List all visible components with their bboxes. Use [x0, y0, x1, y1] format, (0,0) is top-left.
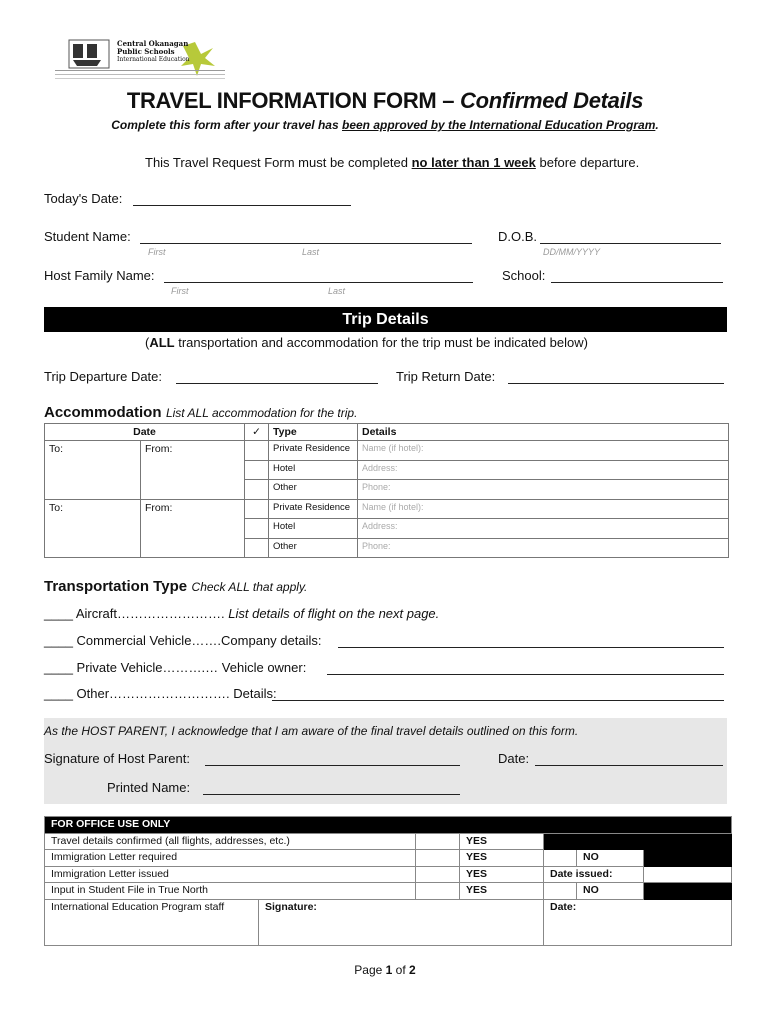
- office-check-cell[interactable]: [416, 850, 460, 867]
- type-cell: Other: [269, 538, 358, 558]
- other-details-field[interactable]: [272, 700, 724, 701]
- host-signature-field[interactable]: [205, 765, 460, 766]
- student-first-hint: First: [148, 247, 166, 257]
- col-type: Type: [269, 424, 358, 441]
- check-cell[interactable]: [245, 480, 269, 500]
- office-row-label: Immigration Letter issued: [45, 866, 416, 883]
- logo-text-1: Central Okanagan: [117, 39, 189, 48]
- office-row-label: Input in Student File in True North: [45, 883, 416, 900]
- check-cell[interactable]: [245, 441, 269, 461]
- no-label: NO: [577, 850, 644, 867]
- school-field[interactable]: [551, 282, 723, 283]
- type-cell: Private Residence: [269, 441, 358, 461]
- commercial-vehicle-option[interactable]: ____ Commercial Vehicle…….Company details:: [44, 633, 322, 648]
- office-check-cell[interactable]: [544, 850, 577, 867]
- todays-date-field[interactable]: [133, 205, 351, 206]
- host-date-field[interactable]: [535, 765, 723, 766]
- type-cell: Hotel: [269, 519, 358, 539]
- school-district-logo: [55, 36, 225, 84]
- office-check-cell[interactable]: [416, 833, 460, 850]
- departure-date-label: Trip Departure Date:: [44, 369, 163, 384]
- student-name-label: Student Name:: [44, 229, 131, 244]
- check-cell[interactable]: [245, 460, 269, 480]
- accommodation-row: [45, 441, 729, 461]
- other-option[interactable]: ____ Other………………………. Details:: [44, 686, 277, 701]
- no-label: NO: [577, 883, 644, 900]
- office-row-label: Immigration Letter required: [45, 850, 416, 867]
- trip-note: (ALL transportation and accommodation for the trip must be indicated below): [145, 335, 588, 350]
- office-row: [45, 883, 732, 900]
- student-last-hint: Last: [302, 247, 320, 257]
- yes-label: YES: [460, 866, 544, 883]
- student-name-field[interactable]: [140, 243, 472, 244]
- private-vehicle-option[interactable]: ____ Private Vehicle……….… Vehicle owner:: [44, 660, 307, 675]
- deadline-notice: This Travel Request Form must be completed no later than 1 week before departure.: [145, 155, 640, 170]
- details-cell[interactable]: Name (if hotel):: [358, 499, 729, 519]
- yes-label: YES: [460, 833, 544, 850]
- accommodation-row: [45, 499, 729, 519]
- page-title: TRAVEL INFORMATION FORM – Confirmed Details: [126, 88, 644, 113]
- host-statement: As the HOST PARENT, I acknowledge that I am aware of the final travel details outlined on this form.: [44, 724, 579, 738]
- logo-text-2: Public Schools: [117, 47, 175, 56]
- office-check-cell[interactable]: [416, 883, 460, 900]
- check-cell[interactable]: [245, 519, 269, 539]
- host-first-hint: First: [171, 286, 189, 296]
- printed-name-field[interactable]: [203, 794, 460, 795]
- type-cell: Private Residence: [269, 499, 358, 519]
- host-signature-label: Signature of Host Parent:: [44, 751, 190, 766]
- company-details-field[interactable]: [338, 647, 724, 648]
- aircraft-option[interactable]: ____ Aircraft……………………. List details of flight on the next page.: [44, 606, 440, 621]
- office-row-label: Travel details confirmed (all flights, addresses, etc.): [45, 833, 416, 850]
- yes-label: YES: [460, 883, 544, 900]
- todays-date-label: Today's Date:: [44, 191, 123, 206]
- details-cell[interactable]: Address:: [358, 460, 729, 480]
- office-use-table: [44, 816, 732, 946]
- office-row: [45, 850, 732, 867]
- vehicle-owner-field[interactable]: [327, 674, 724, 675]
- dob-label: D.O.B.: [498, 229, 538, 244]
- type-cell: Hotel: [269, 460, 358, 480]
- office-check-cell[interactable]: [416, 866, 460, 883]
- staff-date-field[interactable]: Date:: [544, 899, 732, 945]
- return-date-field[interactable]: [508, 383, 724, 384]
- printed-name-label: Printed Name:: [107, 780, 191, 795]
- office-staff-row: [45, 899, 732, 945]
- host-family-field[interactable]: [164, 282, 473, 283]
- accommodation-header-row: [45, 424, 729, 441]
- page-number: Page 1 of 2: [354, 963, 416, 977]
- to-cell[interactable]: To:: [45, 441, 141, 500]
- office-check-cell[interactable]: [544, 883, 577, 900]
- office-row: [45, 833, 732, 850]
- details-cell[interactable]: Address:: [358, 519, 729, 539]
- details-cell[interactable]: Name (if hotel):: [358, 441, 729, 461]
- transportation-heading: Transportation Type Check ALL that apply.: [44, 578, 308, 595]
- staff-signature-field[interactable]: Signature:: [259, 899, 544, 945]
- departure-date-field[interactable]: [176, 383, 378, 384]
- to-cell[interactable]: To:: [45, 499, 141, 558]
- office-header-row: [45, 817, 732, 834]
- host-last-hint: Last: [328, 286, 346, 296]
- from-cell[interactable]: From:: [141, 441, 245, 500]
- host-family-label: Host Family Name:: [44, 268, 155, 283]
- details-cell[interactable]: Phone:: [358, 480, 729, 500]
- from-cell[interactable]: From:: [141, 499, 245, 558]
- check-cell[interactable]: [245, 499, 269, 519]
- staff-label: International Education Program staff: [45, 899, 259, 945]
- check-cell[interactable]: [245, 538, 269, 558]
- office-row: [45, 866, 732, 883]
- col-check: ✓: [245, 424, 269, 441]
- office-heading: FOR OFFICE USE ONLY: [45, 817, 732, 834]
- details-cell[interactable]: Phone:: [358, 538, 729, 558]
- type-cell: Other: [269, 480, 358, 500]
- date-issued-field[interactable]: [644, 866, 732, 883]
- date-issued-label: Date issued:: [544, 866, 644, 883]
- yes-label: YES: [460, 850, 544, 867]
- school-label: School:: [502, 268, 546, 283]
- form-subtitle: Complete this form after your travel has been approved by the International Education Program.: [111, 118, 659, 132]
- col-details: Details: [358, 424, 729, 441]
- trip-details-header: Trip Details: [44, 307, 727, 332]
- logo-text-3: International Education: [117, 56, 190, 63]
- dob-field[interactable]: [540, 243, 721, 244]
- col-date: Date: [45, 424, 245, 441]
- accommodation-heading: Accommodation List ALL accommodation for the trip.: [44, 404, 358, 421]
- return-date-label: Trip Return Date:: [396, 369, 496, 384]
- host-date-label: Date:: [498, 751, 530, 766]
- dob-hint: DD/MM/YYYY: [543, 247, 601, 257]
- accommodation-table: [44, 423, 729, 558]
